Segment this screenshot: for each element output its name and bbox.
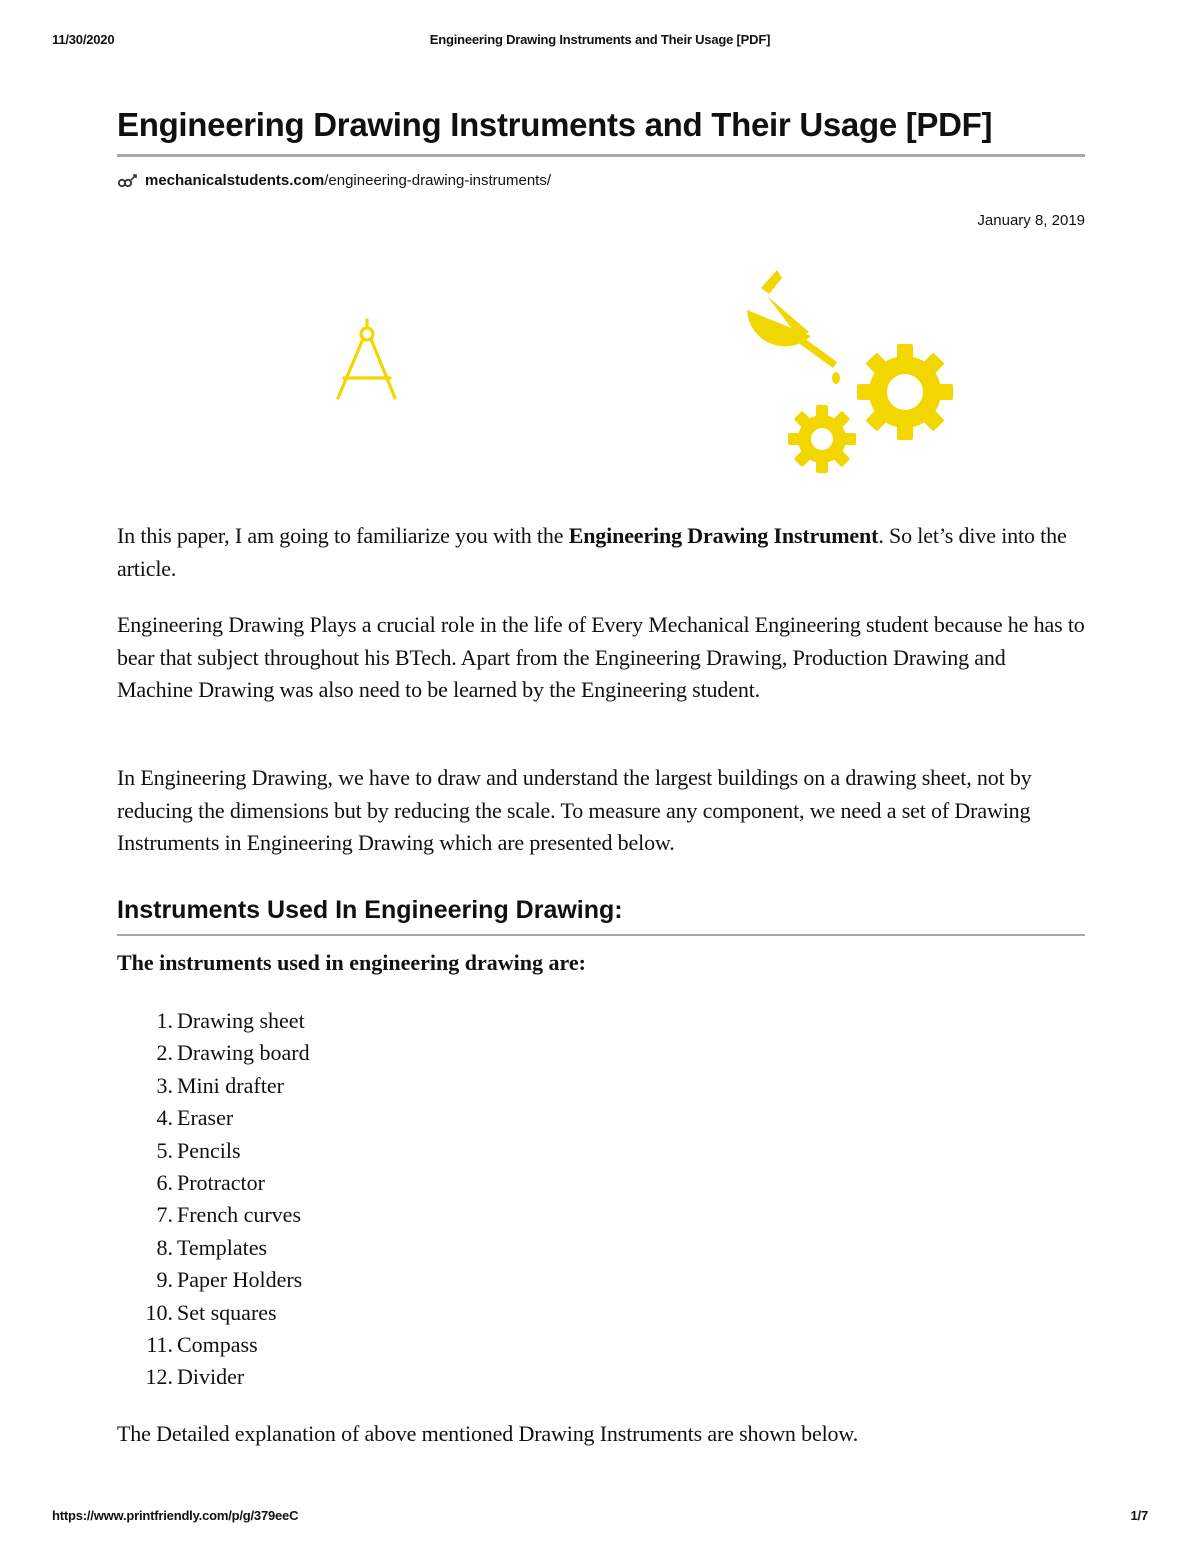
list-item-number: 3. — [156, 1072, 173, 1098]
print-footer-url: https://www.printfriendly.com/p/g/379eeC — [52, 1508, 299, 1523]
list-item-number: 4. — [156, 1105, 173, 1131]
list-item-label: Templates — [177, 1234, 268, 1260]
list-item-label: Protractor — [177, 1169, 265, 1195]
list-item — [117, 1037, 310, 1069]
intro-text-end: . So let’s dive into the article. — [117, 523, 1067, 581]
print-date: 11/30/2020 — [52, 32, 115, 47]
list-item-label: Compass — [177, 1331, 258, 1357]
list-item-number: 12. — [145, 1364, 173, 1390]
publish-date: January 8, 2019 — [977, 212, 1085, 229]
list-item-label: Eraser — [177, 1105, 234, 1131]
source-domain[interactable]: mechanicalstudents.com — [145, 172, 325, 189]
compass-icon — [332, 318, 402, 409]
page-number: 1/7 — [1130, 1508, 1148, 1523]
list-item — [117, 1167, 310, 1199]
intro-text-start: In this paper, I am going to familiarize you with the — [117, 523, 569, 548]
list-item-number: 7. — [156, 1202, 173, 1228]
list-item — [117, 1005, 310, 1037]
list-item-label: Pencils — [177, 1137, 241, 1163]
list-intro: The instruments used in engineering drawing are: — [117, 950, 586, 975]
list-item-label: French curves — [177, 1202, 302, 1228]
closing-paragraph: The Detailed explanation of above mentioned Drawing Instruments are shown below. — [117, 1421, 859, 1446]
list-item-number: 8. — [156, 1234, 173, 1260]
list-item-label: Paper Holders — [177, 1267, 303, 1293]
list-item-number: 6. — [156, 1169, 173, 1195]
list-item — [117, 1199, 310, 1231]
list-item — [117, 1297, 310, 1329]
source-path[interactable]: /engineering-drawing-instruments/ — [324, 172, 552, 189]
list-item-number: 5. — [156, 1137, 173, 1163]
list-item-number: 2. — [156, 1040, 173, 1066]
list-item-label: Set squares — [177, 1299, 277, 1325]
print-header-title: Engineering Drawing Instruments and Their Usage [PDF] — [429, 32, 771, 47]
list-item-label: Mini drafter — [177, 1072, 284, 1098]
list-item-label: Divider — [177, 1364, 245, 1390]
list-item — [117, 1329, 310, 1361]
list-item-number: 9. — [156, 1267, 173, 1293]
page-title: Engineering Drawing Instruments and Their Usage [PDF] — [117, 106, 1085, 157]
section-heading: Instruments Used In Engineering Drawing: — [117, 896, 1085, 936]
list-item — [117, 1232, 310, 1264]
intro-bold-term: Engineering Drawing Instrument — [568, 523, 879, 548]
paragraph-2: Engineering Drawing Plays a crucial role in the life of Every Mechanical Engineering student because he has to bear that subject throughout his BTech. Apart from the Engineering Drawing, Production Drawing and Machine Drawing was also need to be learned by the Engineering student. — [117, 612, 1085, 702]
source-link[interactable] — [117, 172, 551, 189]
list-item — [117, 1264, 310, 1296]
list-item-number: 11. — [146, 1331, 173, 1357]
list-item — [117, 1070, 310, 1102]
list-item-label: Drawing board — [177, 1040, 310, 1066]
list-item-label: Drawing sheet — [177, 1008, 305, 1033]
link-icon — [117, 173, 139, 189]
paragraph-3: In Engineering Drawing, we have to draw and understand the largest buildings on a drawing sheet, not by reducing the dimensions but by reducing the scale. To measure any component, we need a set of Drawing Instruments in Engineering Drawing which are presented below. — [117, 765, 1032, 855]
list-item — [117, 1102, 310, 1134]
gears-oil-can-icon — [747, 266, 977, 486]
instrument-list — [117, 1005, 310, 1394]
list-item — [117, 1361, 310, 1393]
intro-paragraph — [117, 520, 1085, 585]
list-item-number: 1. — [156, 1008, 173, 1033]
list-item-number: 10. — [145, 1299, 173, 1325]
list-item — [117, 1135, 310, 1167]
